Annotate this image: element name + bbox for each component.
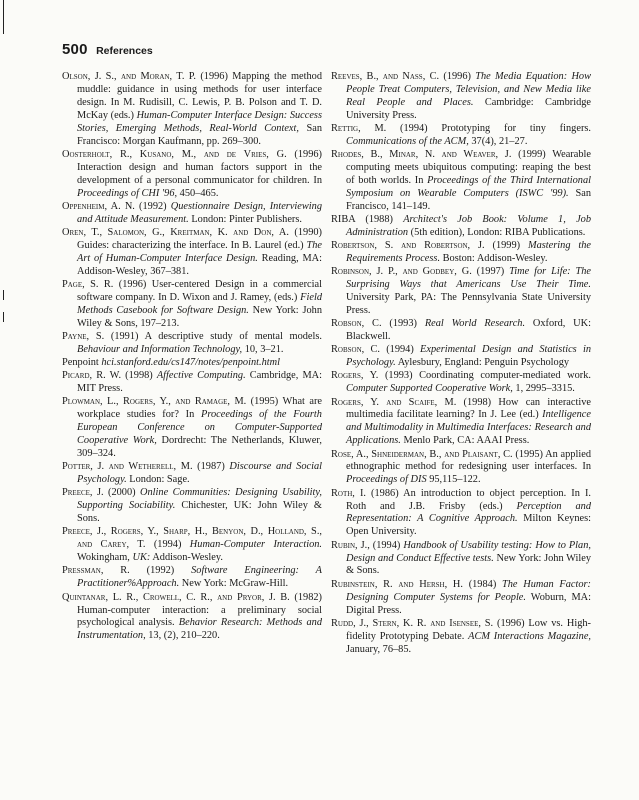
reference-text: (1994) — [379, 344, 421, 356]
reference-title: The Human Factor: Designing Computer Systems for People. — [346, 578, 591, 603]
page-edge-mark — [3, 312, 4, 322]
reference-text: (1990) Guides: characterizing the interface. In B. Laurel (ed.) — [77, 227, 322, 251]
reference-title: Experimental Design and Statistics in Psychology. — [346, 344, 591, 369]
reference-authors: Rogers, Y. and Scaife, M. — [331, 396, 457, 408]
reference-authors: Rubin, J. — [331, 539, 368, 551]
reference-entry — [331, 266, 591, 318]
reference-authors: Rubinstein, R. and Hersh, H. — [331, 578, 463, 590]
reference-title: Human-Computer Interface Design: Success Stories, Emerging Methods, Real-World Context, — [77, 109, 322, 134]
reference-text: Dordrecht: The Netherlands, Kluwer, 309–324. — [77, 435, 322, 460]
reference-authors: Oppenheim, A. N. — [62, 200, 135, 212]
references-column-right — [331, 71, 591, 657]
reference-entry — [62, 227, 322, 279]
reference-title: Human-Computer Interaction. — [189, 539, 323, 551]
reference-entry — [331, 149, 591, 214]
reference-text: Chichester, UK: John Wiley & Sons. — [77, 500, 322, 525]
reference-title: The Art of Human-Computer Interface Design. — [77, 239, 322, 264]
reference-text: (1996) Low vs. High-fidelity Prototyping Debate. — [346, 617, 592, 642]
reference-text: Woburn, MA: Digital Press. — [346, 591, 591, 616]
reference-authors: Plowman, L., Rogers, Y., and Ramage, M. — [62, 396, 247, 408]
reference-text: (2000) — [103, 487, 141, 499]
reference-text: Wokingham, — [77, 552, 133, 564]
reference-title: Proceedings of DIS — [346, 474, 427, 486]
reference-title: Proceedings of the Third International Symposium on Wearable Computers (ISWC '99). — [346, 175, 591, 199]
reference-title: Communications of the ACM, — [346, 135, 469, 147]
reference-text: Aylesbury, England: Penguin Psychology — [395, 357, 570, 369]
reference-entry — [62, 487, 322, 526]
reference-title: Perception and Representation: A Cognitive Approach. — [346, 500, 591, 525]
reference-entry — [331, 488, 591, 540]
reference-authors: Robinson, J. P., and Godbey, G. — [331, 266, 472, 278]
reference-text: (1996) Interaction design and human factors support in the development of a personal communicator for children. In — [77, 148, 322, 186]
reference-title: Computer Supported Cooperative Work, — [346, 383, 513, 395]
reference-entry — [62, 565, 322, 591]
reference-entry — [331, 344, 591, 370]
reference-text: (1998) — [121, 370, 157, 382]
reference-text: Reading, MA: Addison-Wesley, 367–381. — [77, 252, 322, 277]
reference-entry — [331, 71, 591, 123]
reference-entry — [331, 214, 591, 240]
reference-title: Real World Research. — [424, 318, 526, 330]
reference-text: New York: McGraw-Hill. — [179, 578, 289, 590]
reference-entry — [62, 526, 322, 565]
reference-title: Behavior Research: Methods and Instrumentation, — [77, 617, 322, 642]
reference-text: Cambridge: Cambridge University Press. — [346, 96, 592, 121]
reference-title: Proceedings of the Fourth European Conference on Computer-Supported Cooperative Work, — [77, 409, 322, 447]
reference-title: Discourse and Social Psychology. — [77, 461, 322, 486]
page-header — [62, 41, 153, 59]
reference-entry — [62, 370, 322, 396]
reference-title: Questionnaire Design, Interviewing and Attitude Measurement. — [77, 200, 322, 225]
reference-authors: Payne, S. — [62, 331, 105, 342]
reference-text: London: Sage. — [126, 474, 190, 486]
reference-entry — [331, 397, 591, 449]
reference-text: (1994) — [145, 539, 190, 551]
reference-title: Architect's Job Book: Volume 1, Job Administration — [346, 214, 592, 238]
reference-text: (1987) — [192, 461, 230, 473]
reference-authors: Potter, J. and Wetherell, M. — [62, 461, 193, 473]
reference-text: 1, 2995–3315. — [512, 383, 575, 395]
reference-entry — [331, 449, 591, 488]
reference-entry — [331, 318, 591, 344]
reference-title: Behaviour and Information Technology, — [77, 343, 243, 355]
reference-text: (1984) — [462, 578, 502, 590]
reference-text: Cambridge, MA: MIT Press. — [77, 370, 323, 395]
reference-text: (1992) — [134, 200, 171, 212]
reference-text: San Francisco, 141–149. — [346, 187, 592, 212]
reference-entry — [62, 396, 322, 461]
reference-text: (1994) Prototyping for tiny fingers. — [386, 123, 591, 134]
reference-title: Software Engineering: A Practitioner%Approach. — [77, 565, 322, 590]
reference-text: (1999) Wearable computing meets ubiquitous computing: reaping the best of both worlds. In — [346, 149, 591, 186]
reference-text: New York: John Wiley & Sons, 197–213. — [77, 304, 322, 329]
reference-authors: Rettig, M. — [331, 123, 387, 134]
reference-text: London: Pinter Publishers. — [188, 213, 302, 225]
reference-entry — [62, 461, 322, 487]
reference-entry — [331, 618, 591, 657]
reference-authors: Preece, J. — [62, 487, 104, 499]
reference-authors: Rudd, J., Stern, K. R. and Isensee, S. — [331, 617, 494, 629]
reference-entry — [331, 240, 591, 266]
reference-text: (1992) — [129, 565, 192, 577]
reference-authors: Robson, C. — [331, 344, 380, 356]
reference-authors: Rogers, Y. — [331, 370, 379, 382]
reference-entry — [62, 201, 322, 227]
reference-title: The Media Equation: How People Treat Computers, Television, and New Media like Real People and Places. — [346, 71, 591, 108]
reference-entry — [62, 331, 322, 357]
reference-text: Milton Keynes: Open University. — [346, 513, 591, 538]
reference-text: (1996) Mapping the method muddle: guidance in using methods for user interface design. In M. Rudisill, C. Lewis, P. B. Polson and T. D. McKay (eds.) — [77, 71, 323, 121]
reference-entry — [331, 579, 591, 618]
reference-entry — [331, 123, 591, 149]
reference-text: (1995) What are workplace studies for? In — [77, 396, 322, 421]
reference-title: UK: — [132, 552, 151, 564]
reference-text: (1986) An introduction to object perception. In I. Roth and J.B. Frisby (eds.) — [346, 487, 591, 512]
reference-entry — [62, 149, 322, 201]
reference-text: (1996) User-centered Design in a commercial software company. In D. Wixon and J. Ramey, (eds.) — [77, 279, 322, 303]
page-number: 500 — [62, 41, 88, 58]
reference-text: San Francisco: Morgan Kaufmann, pp. 269–300. — [77, 122, 322, 147]
reference-authors: Preece, J., Rogers, Y., Sharp, H., Benyon, D., Holland, S., and Carey, T. — [62, 526, 322, 551]
reference-authors: Pressman, R. — [62, 565, 130, 577]
references-column-left — [62, 71, 322, 644]
reference-title: Mastering the Requirements Process. — [346, 240, 591, 265]
reference-authors: Rose, A., Shneiderman, B., and Plaisant, C. — [331, 448, 513, 460]
reference-title: Proceedings of CHI '96 — [77, 187, 175, 199]
reference-title: Field Methods Casebook for Software Design. — [77, 291, 322, 316]
reference-title: Time for Life: The Surprising Ways that Americans Use Their Time. — [346, 266, 592, 291]
reference-text: , (1994) — [367, 539, 404, 551]
reference-text: (1995) An applied ethnographic method for redesigning user interfaces. In — [346, 448, 591, 473]
reference-text: Penpoint — [62, 357, 102, 369]
reference-text: 13, (2), 210–220. — [145, 630, 220, 642]
reference-title: Intelligence and Multimodality in Multimedia Interfaces: Research and Applications. — [346, 409, 591, 447]
reference-entry — [62, 592, 322, 644]
reference-text: (1996) — [439, 71, 476, 82]
reference-authors: Reeves, B., and Nass, C. — [331, 71, 440, 82]
reference-authors: Robertson, S. and Robertson, J. — [331, 240, 485, 252]
page-edge-mark — [3, 0, 4, 34]
reference-authors: Robson, C. — [331, 318, 382, 330]
reference-text: 10, 3–21. — [242, 343, 284, 355]
reference-entry — [331, 370, 591, 396]
reference-text: Oxford, UK: Blackwell. — [346, 318, 591, 343]
reference-authors: Roth, I. — [331, 487, 366, 499]
reference-text: RIBA (1988) — [331, 214, 404, 226]
reference-title: Affective Computing. — [156, 370, 246, 382]
reference-text: Addison-Wesley. — [150, 552, 223, 564]
reference-authors: Picard, R. W. — [62, 370, 122, 382]
reference-text: , 450–465. — [174, 187, 219, 199]
reference-title: ACM Interactions Magazine, — [468, 630, 592, 642]
reference-authors: Oosterholt, R., Kusano, M., and de Vries, G. — [62, 148, 287, 160]
reference-text: Boston: Addison-Wesley. — [440, 253, 548, 265]
page-edge-mark — [3, 290, 4, 300]
reference-text: (1993) Coordinating computer-mediated work. — [378, 370, 591, 382]
reference-text: January, 76–85. — [346, 643, 412, 655]
reference-authors: Quintanar, L. R., Crowell, C. R., and Pryor, J. B. — [62, 591, 290, 603]
reference-text: (1999) — [484, 240, 528, 252]
reference-title: hci.stanford.edu/cs147/notes/penpoint.html — [101, 357, 280, 369]
reference-text: Menlo Park, CA: AAAI Press. — [400, 435, 530, 447]
reference-authors: Page, S. R. — [62, 279, 114, 290]
section-title: References — [96, 45, 153, 57]
reference-text: (1991) A descriptive study of mental models. — [104, 331, 323, 342]
reference-authors: Olson, J. S., and Moran, T. P. — [62, 71, 196, 82]
reference-text: (1998) How can interactive multimedia facilitate learning? In J. Lee (ed.) — [346, 396, 591, 421]
reference-text: 95,115–122. — [426, 474, 481, 486]
reference-title: Handbook of Usability testing: How to Plan, Design and Conduct Effective tests. — [346, 539, 591, 564]
reference-text: (1997) — [471, 266, 510, 278]
reference-entry — [62, 279, 322, 331]
reference-text: New York: John Wiley & Sons. — [346, 552, 591, 577]
reference-text: University Park, PA: The Pennsylvania State University Press. — [346, 292, 591, 317]
reference-authors: Rhodes, B., Minar, N. and Weaver, J. — [331, 149, 512, 161]
reference-authors: Oren, T., Salomon, G., Kreitman, K. and Don, A. — [62, 227, 289, 238]
reference-entry — [62, 71, 322, 149]
reference-entry — [331, 540, 591, 579]
reference-title: Online Communities: Designing Usability, Supporting Sociability. — [77, 487, 323, 512]
reference-text: 37(4), 21–27. — [468, 135, 528, 147]
reference-entry — [62, 357, 322, 370]
reference-text: (1993) — [381, 318, 425, 330]
reference-text: (5th edition), London: RIBA Publications. — [408, 227, 586, 238]
reference-text: (1982) Human-computer interaction: a preliminary social psychological analysis. — [77, 591, 322, 629]
